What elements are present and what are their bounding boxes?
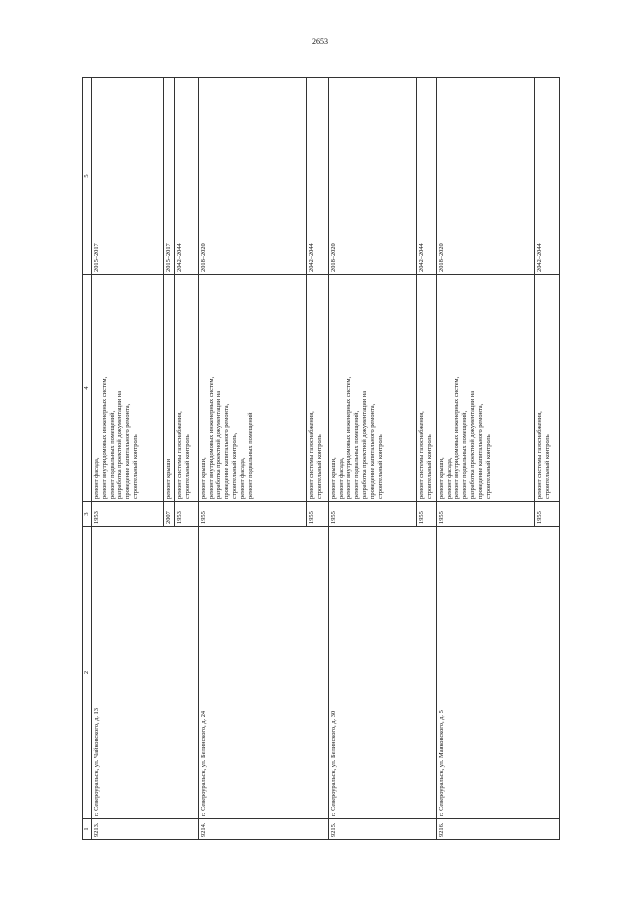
- work-item: ремонт крыши: [165, 458, 172, 499]
- period-cell: 2042–2044: [416, 78, 436, 275]
- work-item: ремонт внутридомовых инженерных систем,: [100, 376, 108, 499]
- work-item: проведение капитального ремонта,: [368, 403, 376, 499]
- header-cell: 3: [83, 502, 92, 527]
- year-cell: 1955: [416, 502, 436, 527]
- works-cell: [174, 275, 198, 502]
- work-item: ремонт крыши,: [437, 457, 445, 499]
- work-item: строительный контроль: [376, 434, 384, 499]
- period-cell: 2018–2020: [328, 78, 416, 275]
- work-item: строительный контроль: [425, 434, 433, 499]
- works-cell: [92, 275, 164, 502]
- work-item: разработка проектной документации на: [469, 390, 477, 499]
- work-item: разработка проектной документации на: [361, 390, 369, 499]
- header-cell: 5: [83, 78, 92, 275]
- row-number: 9214.: [198, 819, 328, 840]
- works-cell: [198, 275, 306, 502]
- year-cell: 2007: [164, 502, 175, 527]
- year-cell: 1953: [92, 502, 164, 527]
- rotated-table-wrapper: [82, 78, 557, 840]
- works-cell: [306, 275, 328, 502]
- year-cell: 1955: [436, 502, 534, 527]
- works-cell: [164, 275, 175, 502]
- header-row: [83, 78, 92, 840]
- work-item: строительный контроль,: [231, 432, 239, 499]
- work-item: ремонт подвальных помещений,: [353, 410, 361, 499]
- period-cell: 2042–2044: [174, 78, 198, 275]
- period-cell: 2042–2044: [534, 78, 559, 275]
- page-number: 2653: [312, 37, 328, 46]
- work-item: строительный контроль: [543, 434, 551, 499]
- table-row: [198, 78, 306, 840]
- header-cell: 1: [83, 819, 92, 840]
- work-item: ремонт внутридомовых инженерных систем,: [453, 376, 461, 499]
- work-item: ремонт системы газоснабжения,: [175, 411, 183, 499]
- work-item: строительный контроль: [183, 434, 191, 499]
- work-item: проведение капитального ремонта,: [223, 403, 231, 499]
- year-cell: 1955: [328, 502, 416, 527]
- works-cell: [328, 275, 416, 502]
- period-cell: 2018–2020: [198, 78, 306, 275]
- work-item: строительный контроль: [315, 434, 323, 499]
- works-cell: [416, 275, 436, 502]
- table-body: [92, 78, 560, 840]
- header-cell: 4: [83, 275, 92, 502]
- address-cell: г. Североуральск, ул. Чайковского, д. 13: [92, 527, 199, 819]
- year-cell: 1955: [198, 502, 306, 527]
- work-item: ремонт фасада,: [93, 457, 100, 499]
- work-item: ремонт фасада,: [445, 457, 453, 499]
- work-item: разработка проектной документации на: [116, 390, 124, 499]
- row-number: 9215.: [328, 819, 436, 840]
- work-item: ремонт фасада,: [238, 457, 246, 499]
- table-row: [436, 78, 534, 840]
- period-cell: 2042–2044: [306, 78, 328, 275]
- address-cell: г. Североуральск, ул. Белинского, д. 30: [328, 527, 436, 819]
- period-cell: 2015–2017: [164, 78, 175, 275]
- work-item: ремонт подвальных помещений: [246, 412, 254, 499]
- work-item: проведение капитального ремонта,: [476, 403, 484, 499]
- work-item: ремонт крыши,: [329, 457, 337, 499]
- table-row: [328, 78, 416, 840]
- work-item: ремонт фасада,: [337, 457, 345, 499]
- work-item: ремонт внутридомовых инженерных систем,: [207, 376, 215, 499]
- address-cell: г. Североуральск, ул. Белинского, д. 24: [198, 527, 328, 819]
- work-item: разработка проектной документации на: [215, 390, 223, 499]
- year-cell: 1955: [534, 502, 559, 527]
- work-item: ремонт системы газоснабжения,: [307, 411, 315, 499]
- work-item: ремонт подвальных помещений,: [461, 410, 469, 499]
- works-cell: [436, 275, 534, 502]
- work-item: строительный контроль: [484, 434, 492, 499]
- repair-plan-table: [82, 77, 560, 840]
- work-item: ремонт системы газоснабжения,: [535, 411, 543, 499]
- row-number: 9213.: [92, 819, 199, 840]
- year-cell: 1953: [174, 502, 198, 527]
- header-cell: 2: [83, 527, 92, 819]
- work-item: проведение капитального ремонта,: [124, 403, 132, 499]
- work-item: строительный контроль: [132, 434, 140, 499]
- works-cell: [534, 275, 559, 502]
- address-cell: г. Североуральск, ул. Маяковского, д. 5: [436, 527, 559, 819]
- year-cell: 1955: [306, 502, 328, 527]
- work-item: ремонт системы газоснабжения,: [417, 411, 425, 499]
- period-cell: 2015–2017: [92, 78, 164, 275]
- work-item: ремонт крыши,: [199, 457, 207, 499]
- row-number: 9216.: [436, 819, 559, 840]
- work-item: ремонт внутридомовых инженерных систем,: [345, 376, 353, 499]
- work-item: ремонт подвальных помещений,: [108, 410, 116, 499]
- period-cell: 2018–2020: [436, 78, 534, 275]
- table-row: [92, 78, 164, 840]
